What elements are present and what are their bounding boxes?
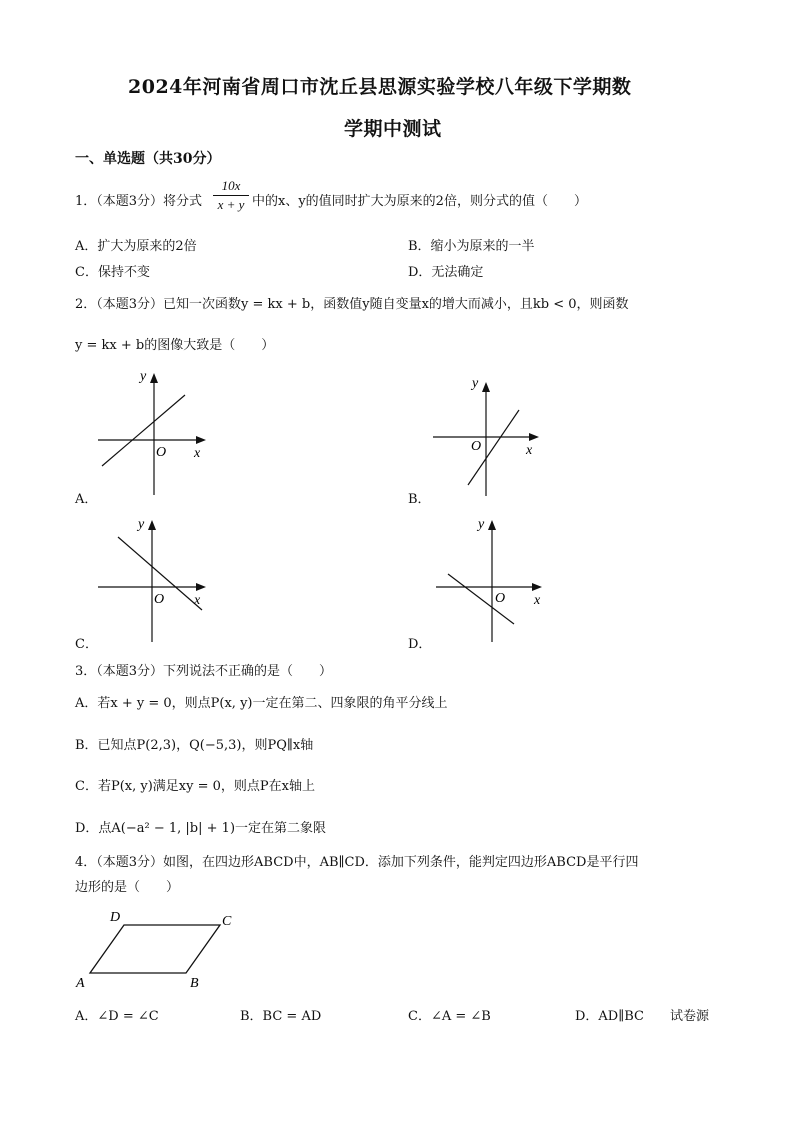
q2-graph-a bbox=[90, 365, 220, 500]
q2-graph-c-y-label: y bbox=[138, 517, 145, 532]
q4-option-d[interactable]: D．AD∥BC bbox=[575, 1009, 644, 1024]
q2-graph-c-origin-label: O bbox=[154, 592, 165, 607]
q4-stem-line2: 边形的是（ ） bbox=[75, 880, 180, 895]
q2-graph-d-x-label: x bbox=[534, 593, 541, 608]
q1-option-a[interactable]: A．扩大为原来的2倍 bbox=[75, 239, 197, 254]
q1-fraction-numerator: 10x bbox=[221, 178, 241, 193]
q1-option-b[interactable]: B．缩小为原来的一半 bbox=[408, 239, 535, 254]
q2-graph-a-y-label: y bbox=[140, 369, 147, 384]
doc-title-line1: 2024年河南省周口市沈丘县思源实验学校八年级下学期数 bbox=[128, 76, 632, 98]
q2-graph-b-x-arrow bbox=[529, 433, 539, 441]
q1-option-d[interactable]: D．无法确定 bbox=[408, 265, 484, 280]
q1-suffix: 中的x、y的值同时扩大为原来的2倍，则分式的值（ ） bbox=[252, 194, 587, 209]
q2-option-d[interactable]: D． bbox=[408, 637, 432, 652]
doc-title-line2: 学期中测试 bbox=[344, 118, 442, 140]
q3-stem: 3．（本题3分）下列说法不正确的是（ ） bbox=[75, 664, 333, 679]
q1-fraction-denominator: x + y bbox=[217, 197, 245, 212]
q1-fraction bbox=[213, 178, 249, 213]
q2-stem-line2: y = kx + b的图像大致是（ ） bbox=[75, 338, 275, 353]
q2-graph-c-x-label: x bbox=[194, 593, 201, 608]
q4-parallelogram-abcd bbox=[90, 925, 220, 973]
q4-vertex-a-label: A bbox=[76, 976, 85, 990]
q2-graph-d bbox=[430, 512, 560, 647]
q2-graph-d-y-label: y bbox=[478, 517, 485, 532]
section-heading-single-choice: 一、单选题（共30分） bbox=[75, 151, 221, 167]
q1-fraction-bar bbox=[213, 195, 249, 196]
q4-vertex-b-label: B bbox=[190, 976, 199, 990]
q3-option-c[interactable]: C．若P(x, y)满足xy = 0，则点P在x轴上 bbox=[75, 779, 315, 794]
q2-graph-c bbox=[90, 512, 220, 647]
q2-graph-d-origin-label: O bbox=[495, 591, 506, 606]
q2-graph-a-origin-label: O bbox=[156, 445, 167, 460]
q2-option-b[interactable]: B． bbox=[408, 492, 431, 507]
q2-graph-b-x-label: x bbox=[526, 443, 533, 458]
q4-vertex-c-label: C bbox=[222, 914, 232, 929]
q2-graph-a-x-arrow bbox=[196, 436, 206, 444]
q1-option-c[interactable]: C．保持不变 bbox=[75, 265, 150, 280]
q4-option-a[interactable]: A．∠D = ∠C bbox=[75, 1009, 159, 1024]
q2-graph-d-y-arrow bbox=[488, 520, 496, 530]
q2-option-c[interactable]: C． bbox=[75, 637, 98, 652]
q2-graph-c-x-arrow bbox=[196, 583, 206, 591]
q2-graph-a-x-label: x bbox=[194, 446, 201, 461]
q4-vertex-d-label: D bbox=[110, 910, 121, 925]
q2-graph-b-origin-label: O bbox=[471, 439, 482, 454]
q3-option-b[interactable]: B．已知点P(2,3)，Q(−5,3)，则PQ∥x轴 bbox=[75, 738, 314, 753]
q2-graph-b-y-arrow bbox=[482, 382, 490, 392]
q3-option-a[interactable]: A．若x + y = 0，则点P(x, y)一定在第二、四象限的角平分线上 bbox=[75, 696, 448, 711]
q1-prefix: 1．（本题3分）将分式 bbox=[75, 194, 203, 209]
watermark-text: 试卷源 bbox=[670, 1009, 710, 1024]
q2-graph-b-y-label: y bbox=[472, 376, 479, 391]
q4-parallelogram-figure bbox=[72, 905, 242, 990]
q4-option-b[interactable]: B．BC = AD bbox=[240, 1009, 322, 1024]
q4-stem-line1: 4．（本题3分）如图，在四边形ABCD中，AB∥CD．添加下列条件，能判定四边形ABCD是平行四 bbox=[75, 855, 639, 870]
q2-graph-a-y-arrow bbox=[150, 373, 158, 383]
q3-option-d[interactable]: D．点A(−a² − 1, |b| + 1)一定在第二象限 bbox=[75, 821, 327, 836]
q2-graph-b bbox=[425, 370, 555, 500]
q2-graph-d-x-arrow bbox=[532, 583, 542, 591]
q2-graph-c-y-arrow bbox=[148, 520, 156, 530]
q2-option-a[interactable]: A． bbox=[75, 492, 98, 507]
q2-stem-line1: 2．（本题3分）已知一次函数y = kx + b，函数值y随自变量x的增大而减小，且kb < 0，则函数 bbox=[75, 297, 629, 312]
q2-graph-a-function-line bbox=[102, 395, 185, 466]
q4-option-c[interactable]: C．∠A = ∠B bbox=[408, 1009, 491, 1024]
